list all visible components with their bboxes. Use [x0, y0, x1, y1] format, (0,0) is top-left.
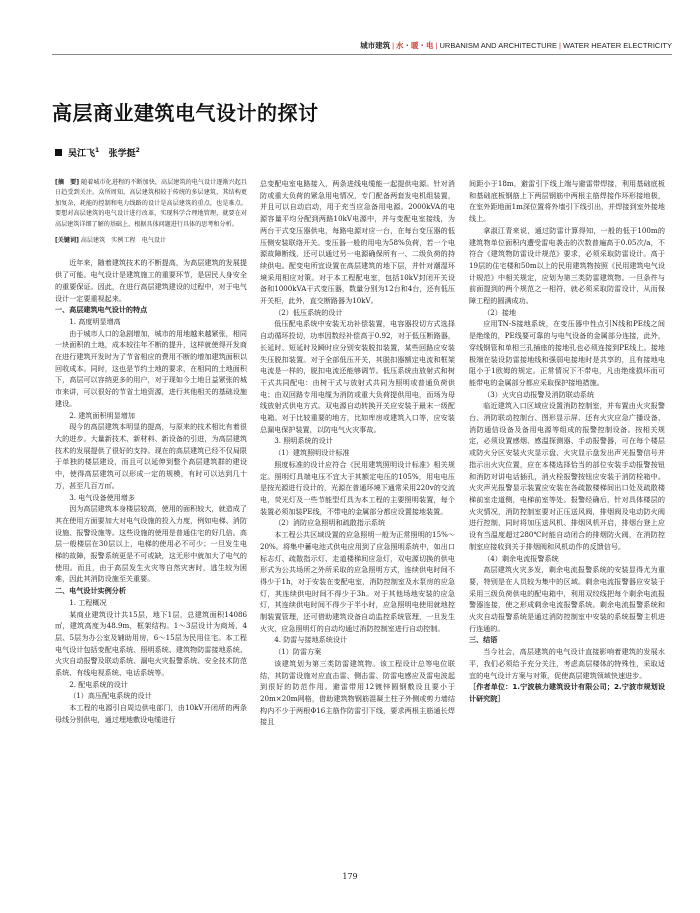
intro-paragraph: 近年来，随着建筑技术的不断提高，为高层建筑的发展提供了可能。电气设计是建筑施工的重要环节，是居民人身安全的重要保证。因此，在进行高层建筑建设的过程中，对于电气设计一定要重视起来。 [55, 258, 247, 303]
header-journal-cn: 城市建筑 [360, 41, 391, 50]
section-heading-3: 三、结语 [469, 635, 498, 645]
subheading-1-2: 2. 建筑面积明显增加 [69, 410, 135, 420]
paragraph-2-2-1b: 总变配电室电路接入，两条进线电缆能一起提供电源。针对消防或重大负荷的紧急用电情况，专门配备两套发电机组装置，并且可以自动启动，用于充当应急备用电源。2000kVA的电源容量平均分配到两路10kV电源中，并与变配电室接线，为两台干式变压器供电，每路电源对应一台，在每台变压器的低压侧安装联络开关。变压器一般的用电为58%负荷，若一个电源故障断线，还可以通过另一电源确保所有一、二级负荷的持续供电。配变电所宜设置在高层建筑的地下层，并针对潮湿环境采用相应对策。对于本工程配电室，包括10kV封闭开关设备和1000kVA干式变压器，数量分别为12台和4台，还有低压开关柜，此外，直交断路器为10kV。 [260, 179, 455, 306]
paragraph-2-4-1b: 间距小于18m，避雷引下线上端与避雷带焊接，利用基础底板和基础底板钢筋上下两层钢筋中两根主筋焊接作环形接地极，在室外距地面1m深位置将外墙引下线引出，并焊接到室外接地线上。 [469, 179, 665, 224]
author-2: 张学挺 [108, 149, 136, 159]
header-rule [52, 54, 672, 55]
abstract [55, 178, 247, 230]
paragraph-2-1: 某商业建筑设计共15层，地下1层，总建筑面积14086㎡，建筑高度为48.9m，框架结构。1～3层设计为商场，4层、5层为办公室及辅助用房，6～15层为民用住宅。本工程电气设计包括变配电系统、照明系统、建筑物防雷接地系统、火灾自动报警及联动系统、漏电火灾报警系统、安全技术防范系统、有线电视系统、电话系统等。 [55, 609, 247, 678]
subheading-2-4: 4. 防雷与接地系统设计 [274, 635, 348, 645]
subheading-2-4-2: （2）接地 [483, 307, 517, 317]
square-bullet-icon [55, 149, 62, 156]
column-3 [469, 178, 665, 705]
header-section-en: WATER HEATER ELECTRICITY [562, 41, 672, 50]
paragraph-1-1: 由于城市人口的急剧增加，城市的用地越来越紧张，相同一块面积的土地，成本较往年不断的提升，这样就使得开发商在进行建筑开发时为了节省相应的费用不断的增加建筑面积以回收成本。同时，这也是节约土地的要求，在相同的土地面积下，高层可以容纳更多的用户，对于现如今土地日益紧张的城市来讲，可以很好的节省土地资源，进行其他相关的基础设施建设。 [55, 328, 247, 408]
paragraph-2-2-2: 低压配电系统中安装无功补偿装置，电容器投切方式选择自动循环投切，功率因数经补偿高于0.92，对于低压断路器，长延时、短延时及瞬时应分别安装脱扣装置，某些回路应安装失压脱扣装置。对于全部低压开关，其脱扣器额定电流和框架电流是一样的，脱扣电流还能够调节。低压系统由放射式和树干式共同配电：由树干式与放射式共同为照明或普通负荷供电；由双回路专用电缆为消防或重大负荷提供用电，而场为母线放射式供电方式。双电源自动转换开关应安装于最末一级配电箱。对于比较重要的地方，比如库房或建筑入口等，应安装总漏电保护装置，以防电气火灾事故。 [260, 319, 455, 434]
keywords-label: [关键词] [55, 237, 79, 245]
paragraph-1-2: 现今的高层建筑本明显的提高，与原来的技术相比有着很大的进步。大量新技术、新材料、新设备的引进，为高层建筑技术的发展提供了很好的支持。现在的高层建筑已经不仅局限于单独的楼层建设，而且可以延伸到整个高层建筑群的建设中，使得高层建筑可以形成一定的规模，有时可以达到几十万，甚至几百万㎡。 [55, 422, 247, 490]
paragraph-1-3: 因为高层建筑本身楼层较高，使用的面积较大，就造成了其在使用方面要加大对电气设施的投入力度，例如电梯、消防设施、报警设施等。这些设施的使用是普通住宅的好几倍。高层一般楼层在30层以上，电梯的使用必不可少；一旦发生电梯的故障，报警系统更是不可或缺，这无形中就加大了电气的使用。而且，由于高层发生火灾等自然灾害时，逃生较为困难，因此其消防设施至关重要。 [55, 504, 247, 584]
subheading-1-3: 3. 电气设备使用增多 [69, 492, 135, 502]
paragraph-2-6: 高层建筑火灾多发，剩余电流报警系统的安装显得尤为重要，特别是在人员较为集中的区域。剩余电流报警器应安装于采用三级负荷供电的配电箱中，利用双绞线把每个剩余电流报警器连接，使之形成剩余电流报警系统。剩余电流报警系统和火灾自动报警系统是通过消防控制室中安装的系统报警主机进行连通的。 [469, 565, 665, 633]
keywords-text: 高层建筑 实例工程 电气设计 [80, 237, 167, 245]
keywords [55, 236, 247, 246]
author-1: 吴江飞 [68, 149, 96, 159]
column-2 [260, 178, 455, 728]
paragraph-3: 当今社会，高层建筑的电气设计直接影响着建筑的发展水平，我们必须给予充分关注，考虑高层楼体的特殊性，采取适宜的电气设计方案与对策，促使高层建筑领域快速进步。 [469, 647, 665, 680]
subheading-1-1: 1. 高度明显增高 [69, 316, 121, 326]
subheading-2-3-1: （1）建筑照明设计标准 [274, 448, 350, 458]
paragraph-2-5: 临近建筑入口区域应设置消防控制室，并布置由火灾报警台、消防联动控制台、图形显示屏、还有火灾应急广播设备、消防通信设备及备用电源等组成的报警控制设备。按相关规定，必须设置感烟、感温探测器、手动报警器，可在每个楼层或防火分区安装火灾显示盘、火灾显示盘发出声光报警信号并指示出火灾位置，应在本楼选择恰当的部位安装手动报警按钮和消防对讲电话插孔，消火栓报警按钮应安装于消防栓箱中。火灾声光报警显示装置应安装在各疏散楼梯间出口处及疏散楼梯前室走道侧，电梯前室等处。报警经确后，针对具体楼层的火灾情况，消防控制室要对正压送风阀，排烟阀及电动防火阀进行控制，同时将加压送风机、排烟风机开启，排烟台登上应设有当温度超过280℃时能自动闭合的排烟防火阀，在消防控制室应接收到关于排烟阀和风机动作的反馈信号。 [469, 401, 665, 551]
header-tags: 水・暖・电 [396, 41, 434, 50]
subheading-2-2-2: （2）低压系统的设计 [274, 307, 343, 317]
author-1-affil: 1 [95, 147, 100, 154]
paragraph-2-2-1a: 本工程的电源引自周边供电部门，由10kV开闭所的两条母线分别供电，通过埋地敷设电缆进行 [55, 703, 247, 724]
header-journal-en: URBANISM AND ARCHITECTURE [439, 41, 557, 50]
paragraph-2-3-2: 本工程公共区域设置的应急照明一般为正常照明的15%～20%。将集中蓄电池式供电应用到了应急照明系统中，如出口标志灯、疏散指示灯、走道楼梯间应急灯，双电源切换的供电形式为公共场所之外所采取的应急照明方式，连续供电时间不得少于1h，对于安装在变配电室，消防控制室及水泵房的应急灯，其连续供电时间不得少于3h。对于其他场地安装的应急灯，其连续供电时间不得少于半小时，应急照明电使用就地控制装置管理，还可借助建筑设备自动监控系统管理，一旦发生火灾，应急照明灯的自动均通过消防控制室进行自动控制。 [260, 530, 455, 633]
subheading-2-3-2: （2）消防应急照明和疏散指示系统 [274, 518, 386, 528]
subheading-2-6: （4）剩余电流报警系统 [483, 553, 559, 563]
paragraph-2-4-1a: 该建筑划为第三类防雷建筑物。该工程设计总等电位联结，其防雷设施对应直击雷、侧击雷、防雷电感应及雷电波起到很好的防范作用。避雷带用12镀锌圆钢敷设且要小于20m×20m网格，借助建筑物钢筋混凝土柱子外侧或剪力墙结构内不少于两根Φ16主筋作防雷引下线，要求两根主筋通长焊接且 [260, 658, 455, 727]
abstract-label: [摘 要] [55, 179, 80, 186]
section-heading-2: 二、电气设计实例分析 [55, 586, 126, 596]
paragraph-2-4-2: 应用TN-S接地系统，在变压器中性点引N线和PE线之间是绝缘的，PE线要可靠的与电气设备的金属部分连接，此外，穿线钢管和单相三孔插座的接地孔也必须连接到PE线上。接地极端在装设防雷接地线和强弱电接地时是共享的，且有接地电阻小于1欧姆的规定。正常情况下不带电，凡由绝缘损坏而可能带电的金属部分都应采取保护接地措施。 [469, 319, 665, 387]
subheading-2-2-1: （1）高压配电系统的设计 [69, 691, 152, 701]
subheading-2-1: 1. 工程概况 [69, 597, 107, 607]
author-affiliation: ［作者单位：1.宁波核力建筑设计有限公司；2.宁波市规划设计研究院］ [469, 682, 665, 703]
subheading-2-2: 2. 配电系统的设计 [69, 679, 128, 689]
journal-header: 城市建筑 | 水・暖・电 | URBANISM AND ARCHITECTURE | WATER HEATER ELECTRICITY [360, 41, 672, 50]
abstract-text: 随着城市化进程的不断加快，高层建筑的电气设计逐渐兴起且日趋受到关注。众所周知，高层建筑相较于传统的多层建筑，其结构更加复杂，耗能的控制和电力线路的设计是高层建筑的重点，也是难点。要想对高层建筑的电气设计进行改革，实现科学合理地管理，就要在对高层建筑详细了解的基础上，根据具体问题进行具体的思考和分析。 [55, 179, 248, 228]
article-title: 高层商业建筑电气设计的探讨 [52, 101, 319, 125]
section-heading-1: 一、高层建筑电气设计的特点 [55, 305, 148, 315]
page-number: 179 [342, 872, 358, 881]
paragraph-2-3-1: 照度标准的设计应符合《民用建筑照明设计标准》相关规定。照明灯具端电压不宜大于其额定电压的105%，用电电压是按光源进行设计的，光源在普通环境下通常采用220v的交流电，荧光灯及一些节能型灯具为本工程的主要照明装置，每个装置必须加装PE线，不带电的金属部分都应设置接地装置。 [260, 459, 455, 516]
author-line [55, 146, 140, 159]
column-1 [55, 178, 247, 726]
subheading-2-5: （3）火灾自动报警及消防联动系统 [483, 389, 595, 399]
author-2-affil: 2 [135, 147, 140, 154]
subheading-2-4-1: （1）防雷方案 [274, 647, 322, 657]
paragraph-2-4-1c: 拿淑江青来说，通过防雷计算得知，一般的低于100m的建筑物单位面积内遭受雷电袭击的次数普遍高于0.05次/a，不符合《建筑物防雷设计规范》要求，必须采取防雷设计。高于19层的住宅楼和50m以上的民用建筑物按照《民用建筑电气设计规范》中相关规定，应划为第三类防雷建筑物。一旦条件与前面提到的两个规范之一相符，就必须采取防雷设计，从而保障工程的圆满成功。 [469, 225, 665, 306]
subheading-2-3: 3. 照明系统的设计 [274, 436, 333, 446]
